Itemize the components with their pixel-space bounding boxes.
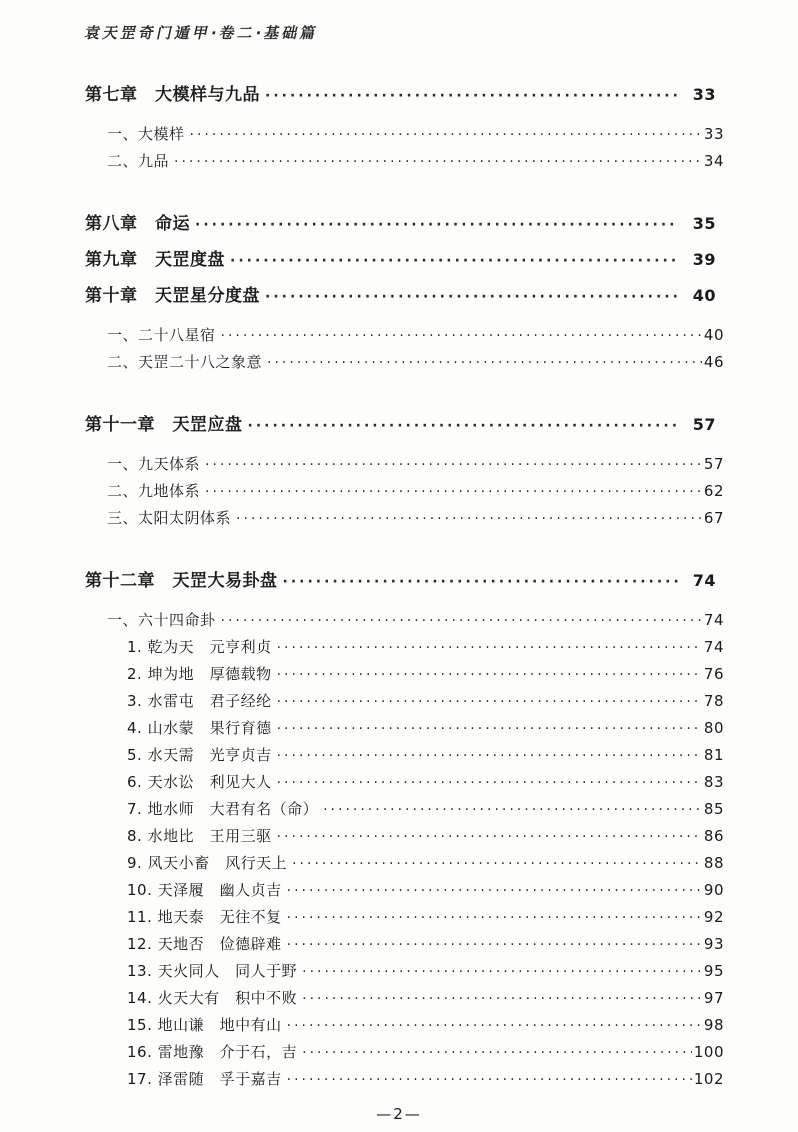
toc-entry-label: 第九章 天罡度盘 — [85, 250, 225, 270]
toc-entry — [85, 661, 724, 688]
toc-entry-label: 8. 水地比 王用三驱 — [127, 827, 272, 845]
toc-entry-page: 80 — [703, 719, 724, 737]
dot-leader — [277, 742, 702, 769]
toc-entry-page: 90 — [703, 881, 724, 899]
toc-entry-label: 17. 泽雷随 孚于嘉吉 — [127, 1070, 282, 1088]
toc-entry — [85, 688, 724, 715]
toc-entry — [85, 1012, 724, 1039]
toc-entry — [85, 850, 724, 877]
toc-entry-label: 一、大模样 — [107, 125, 185, 143]
toc-entry-page: 100 — [693, 1043, 724, 1061]
toc-entry-page: 86 — [703, 827, 724, 845]
toc-entry — [85, 1039, 724, 1066]
toc-entry — [85, 121, 724, 148]
toc-entry-label: 16. 雷地豫 介于石，吉 — [127, 1043, 298, 1061]
toc-entry-page: 95 — [703, 962, 724, 980]
toc-entry-page: 98 — [703, 1016, 724, 1034]
toc-entry-label: 2. 坤为地 厚德载物 — [127, 665, 272, 683]
dot-leader — [292, 850, 702, 877]
toc-entry-label: 4. 山水蒙 果行育德 — [127, 719, 272, 737]
toc-entry — [85, 769, 724, 796]
running-header — [0, 0, 798, 46]
toc-entry — [85, 505, 724, 532]
toc-entry-label: 一、二十八星宿 — [107, 326, 216, 344]
dot-leader — [205, 451, 702, 478]
toc-entry — [85, 958, 724, 985]
toc-entry-label: 13. 天火同人 同人于野 — [127, 962, 298, 980]
toc-entry-label: 15. 地山谦 地中有山 — [127, 1016, 282, 1034]
toc-entry — [85, 931, 724, 958]
dot-leader — [287, 1012, 702, 1039]
dot-leader — [302, 1039, 692, 1066]
dot-leader — [267, 349, 702, 376]
toc-entry-page: 46 — [703, 353, 724, 371]
toc-entry-label: 10. 天泽履 幽人贞吉 — [127, 881, 282, 899]
toc-entry — [85, 985, 724, 1012]
toc-entry-label: 二、九地体系 — [107, 482, 201, 500]
toc-entry-label: 三、太阳太阴体系 — [107, 509, 232, 527]
dot-leader — [265, 80, 679, 111]
toc-entry — [85, 634, 724, 661]
toc-entry-label: 12. 天地否 俭德辟难 — [127, 935, 282, 953]
toc-entry-label: 11. 地天泰 无往不复 — [127, 908, 282, 926]
toc-entry-label: 6. 天水讼 利见大人 — [127, 773, 272, 791]
toc-entry-label: 1. 乾为天 元亨利贞 — [127, 638, 272, 656]
toc-entry — [85, 742, 724, 769]
toc-entry-label: 5. 水天需 光亨贞吉 — [127, 746, 272, 764]
toc-entry-page: 74 — [703, 638, 724, 656]
toc-entry — [85, 410, 724, 441]
toc-entry-page: 83 — [703, 773, 724, 791]
toc-entry-label: 第七章 大模样与九品 — [85, 85, 260, 105]
toc-entry-label: 二、九品 — [107, 152, 170, 170]
dot-leader — [205, 478, 702, 505]
toc-entry-page: 39 — [692, 250, 716, 269]
dot-leader — [277, 715, 702, 742]
toc-entry-label: 一、九天体系 — [107, 455, 201, 473]
toc-entry-page: 57 — [703, 455, 724, 473]
toc-entry-page: 35 — [692, 214, 716, 233]
book-title: 袁天罡奇门遁甲·卷二·基础篇 — [82, 24, 321, 42]
page-number: —2— — [376, 1105, 422, 1123]
toc-entry — [85, 823, 724, 850]
dot-leader — [277, 823, 702, 850]
toc-entry-page: 40 — [703, 326, 724, 344]
toc-entry-label: 二、天罡二十八之象意 — [107, 353, 263, 371]
toc-entry — [85, 245, 724, 276]
toc-entry-page: 74 — [703, 611, 724, 629]
dot-leader — [287, 877, 702, 904]
dot-leader — [277, 634, 702, 661]
toc-entry-page: 78 — [703, 692, 724, 710]
toc-entry — [85, 148, 724, 175]
toc-entry — [85, 1066, 724, 1093]
dot-leader — [230, 245, 679, 276]
dot-leader — [265, 281, 679, 312]
toc-entry-label: 一、六十四命卦 — [107, 611, 216, 629]
toc-entry — [85, 281, 724, 312]
dot-leader — [302, 958, 702, 985]
toc — [85, 80, 724, 1093]
toc-entry-label: 第十二章 天罡大易卦盘 — [85, 571, 278, 591]
toc-entry-label: 9. 风天小畜 风行天上 — [127, 854, 288, 872]
dot-leader — [287, 904, 702, 931]
toc-entry-page: 88 — [703, 854, 724, 872]
toc-entry — [85, 451, 724, 478]
toc-entry — [85, 877, 724, 904]
toc-entry-label: 7. 地水师 大君有名（命） — [127, 800, 319, 818]
toc-entry-page: 57 — [692, 415, 716, 434]
toc-entry — [85, 322, 724, 349]
toc-entry — [85, 209, 724, 240]
dot-leader — [195, 209, 679, 240]
dot-leader — [248, 410, 679, 441]
dot-leader — [236, 505, 702, 532]
toc-entry-page: 33 — [692, 85, 716, 104]
toc-entry-page: 81 — [703, 746, 724, 764]
page-footer — [0, 1105, 798, 1123]
dot-leader — [174, 148, 702, 175]
toc-entry — [85, 349, 724, 376]
toc-entry-label: 第十章 天罡星分度盘 — [85, 286, 260, 306]
toc-entry-page: 92 — [703, 908, 724, 926]
toc-entry — [85, 715, 724, 742]
toc-entry — [85, 80, 724, 111]
toc-entry-page: 67 — [703, 509, 724, 527]
toc-entry-page: 62 — [703, 482, 724, 500]
dot-leader — [302, 985, 702, 1012]
toc-entry-label: 第八章 命运 — [85, 214, 190, 234]
dot-leader — [277, 769, 702, 796]
dot-leader — [221, 607, 702, 634]
dot-leader — [323, 796, 702, 823]
dot-leader — [190, 121, 702, 148]
toc-entry-page: 34 — [703, 152, 724, 170]
toc-entry-page: 93 — [703, 935, 724, 953]
toc-entry-page: 40 — [692, 286, 716, 305]
toc-entry-page: 85 — [703, 800, 724, 818]
toc-entry-page: 97 — [703, 989, 724, 1007]
dot-leader — [277, 661, 702, 688]
toc-entry — [85, 607, 724, 634]
toc-entry — [85, 904, 724, 931]
toc-entry — [85, 566, 724, 597]
toc-entry-page: 74 — [692, 571, 716, 590]
dot-leader — [283, 566, 679, 597]
toc-entry-page: 102 — [693, 1070, 724, 1088]
toc-entry-label: 第十一章 天罡应盘 — [85, 415, 243, 435]
toc-entry — [85, 796, 724, 823]
toc-entry-label: 3. 水雷屯 君子经纶 — [127, 692, 272, 710]
toc-entry-page: 76 — [703, 665, 724, 683]
toc-entry — [85, 478, 724, 505]
dot-leader — [277, 688, 702, 715]
dot-leader — [287, 931, 702, 958]
toc-entry-label: 14. 火天大有 积中不败 — [127, 989, 298, 1007]
dot-leader — [287, 1066, 692, 1093]
toc-entry-page: 33 — [703, 125, 724, 143]
dot-leader — [221, 322, 702, 349]
